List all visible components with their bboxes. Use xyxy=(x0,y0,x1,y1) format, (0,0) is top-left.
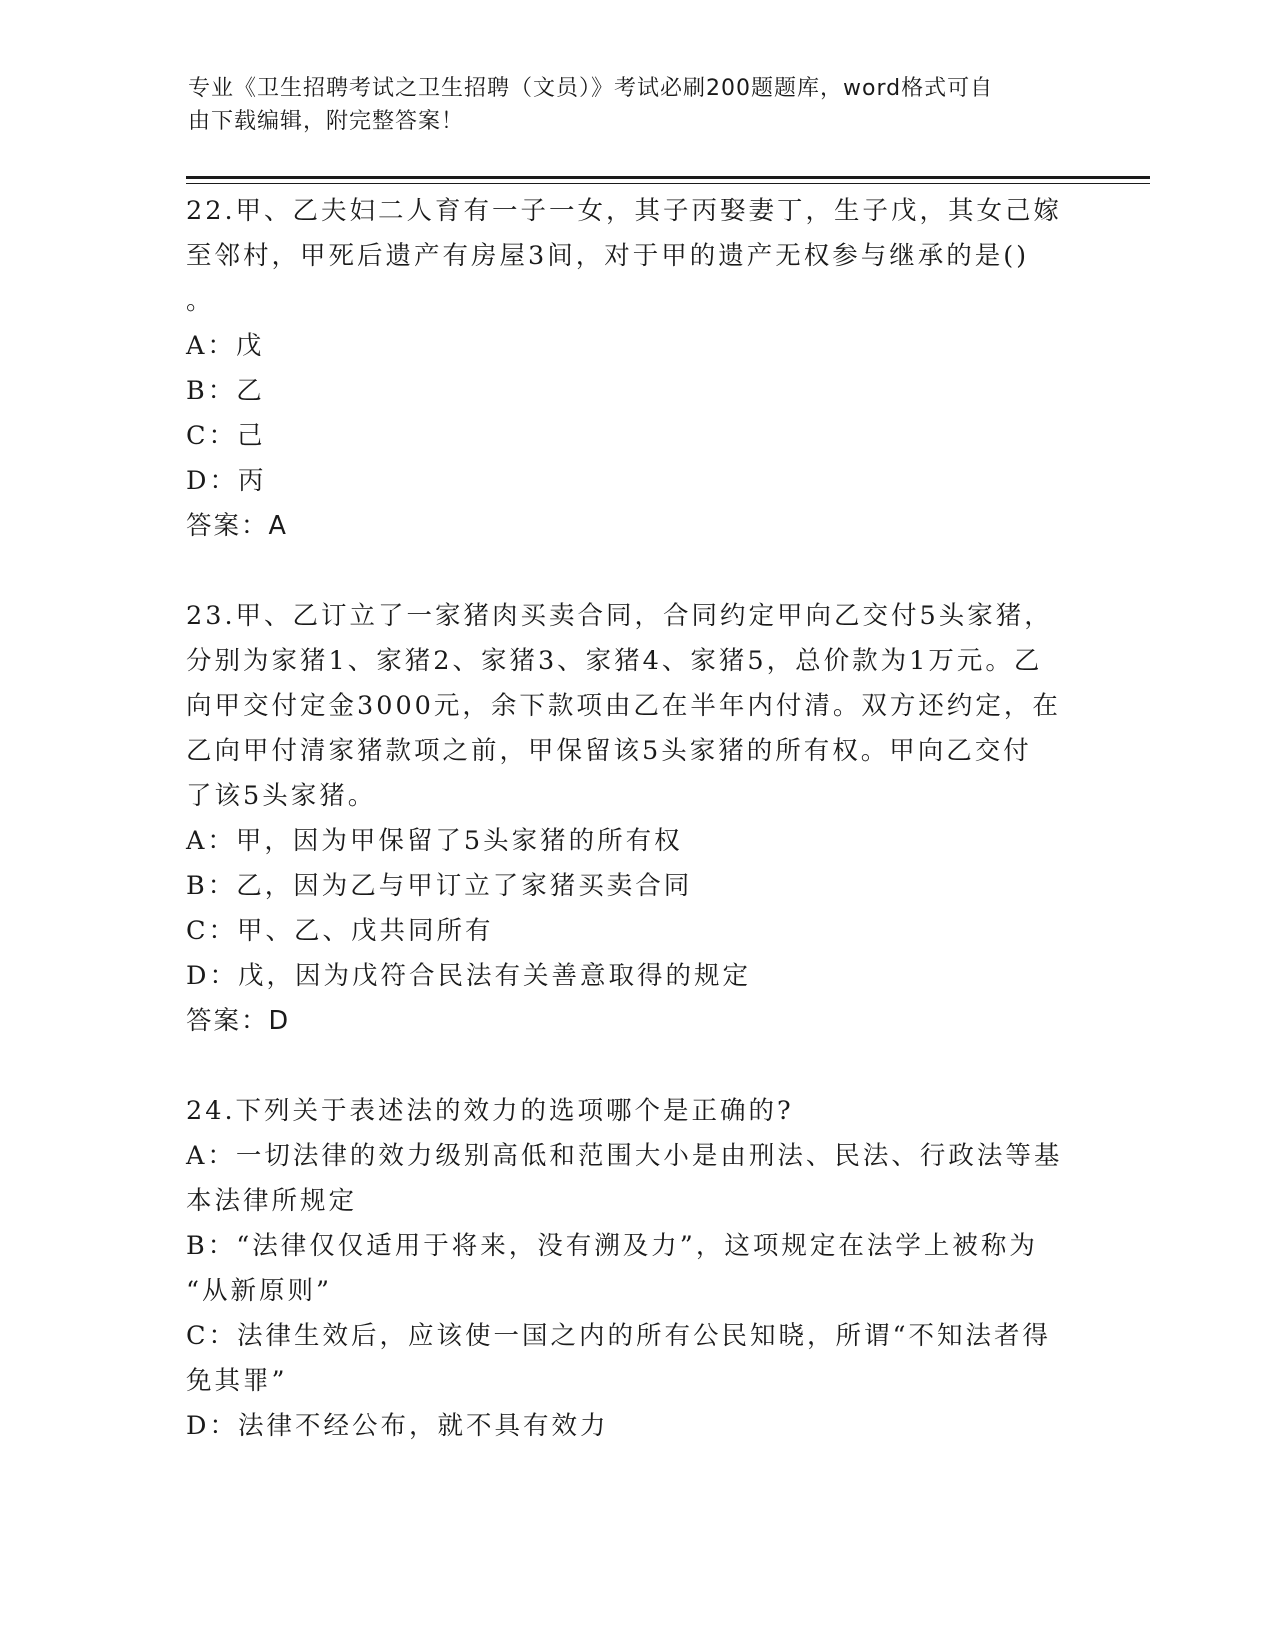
option-b: B：乙 xyxy=(186,376,265,406)
option-a: A：甲，因为甲保留了5头家猪的所有权 xyxy=(186,826,683,856)
question-stem-line: 22.甲、乙夫妇二人育有一子一女，其子丙娶妻丁，生子戊，其女己嫁 xyxy=(186,196,1063,226)
option-b: B：乙，因为乙与甲订立了家猪买卖合同 xyxy=(186,871,693,901)
question-24 xyxy=(186,1089,1086,1449)
header-line: 专业《卫生招聘考试之卫生招聘（文员）》考试必刷200题题库，word格式可自 xyxy=(188,76,994,101)
answer-line: 答案：A xyxy=(186,511,288,541)
answer-line: 答案：D xyxy=(186,1006,291,1036)
question-spacer xyxy=(186,549,1086,594)
document-header xyxy=(188,72,1068,138)
question-list xyxy=(186,189,1086,1449)
header-line: 由下载编辑，附完整答案！ xyxy=(188,109,465,134)
option-b: B：“法律仅仅适用于将来，没有溯及力”，这项规定在法学上被称为 xyxy=(186,1231,1038,1261)
option-a-continued: 本法律所规定 xyxy=(186,1186,358,1216)
header-divider-thin xyxy=(186,183,1150,184)
question-stem-line: 了该5头家猪。 xyxy=(186,781,377,811)
question-stem-line: 23.甲、乙订立了一家猪肉买卖合同，合同约定甲向乙交付5头家猪， xyxy=(186,601,1053,631)
question-stem-line: 乙向甲付清家猪款项之前，甲保留该5头家猪的所有权。甲向乙交付 xyxy=(186,736,1032,766)
question-stem-line: 。 xyxy=(186,286,215,316)
option-c: C：法律生效后，应该使一国之内的所有公民知晓，所谓“不知法者得 xyxy=(186,1321,1052,1351)
option-a: A：一切法律的效力级别高低和范围大小是由刑法、民法、行政法等基 xyxy=(186,1141,1063,1171)
question-stem-line: 至邻村，甲死后遗产有房屋3间，对于甲的遗产无权参与继承的是() xyxy=(186,241,1030,271)
option-d: D：法律不经公布，就不具有效力 xyxy=(186,1411,609,1441)
option-d: D：戊，因为戊符合民法有关善意取得的规定 xyxy=(186,961,751,991)
question-23 xyxy=(186,594,1086,1044)
option-d: D：丙 xyxy=(186,466,267,496)
question-stem-line: 分别为家猪1、家猪2、家猪3、家猪4、家猪5，总价款为1万元。乙 xyxy=(186,646,1043,676)
option-a: A：戊 xyxy=(186,331,265,361)
header-divider-thick xyxy=(186,176,1150,179)
question-stem-line: 向甲交付定金3000元，余下款项由乙在半年内付清。双方还约定，在 xyxy=(186,691,1061,721)
option-c-continued: 免其罪” xyxy=(186,1366,288,1396)
question-spacer xyxy=(186,1044,1086,1089)
option-c: C：甲、乙、戊共同所有 xyxy=(186,916,494,946)
option-b-continued: “从新原则” xyxy=(186,1276,333,1306)
question-stem-line: 24.下列关于表述法的效力的选项哪个是正确的? xyxy=(186,1096,794,1126)
question-22 xyxy=(186,189,1086,549)
option-c: C：己 xyxy=(186,421,266,451)
